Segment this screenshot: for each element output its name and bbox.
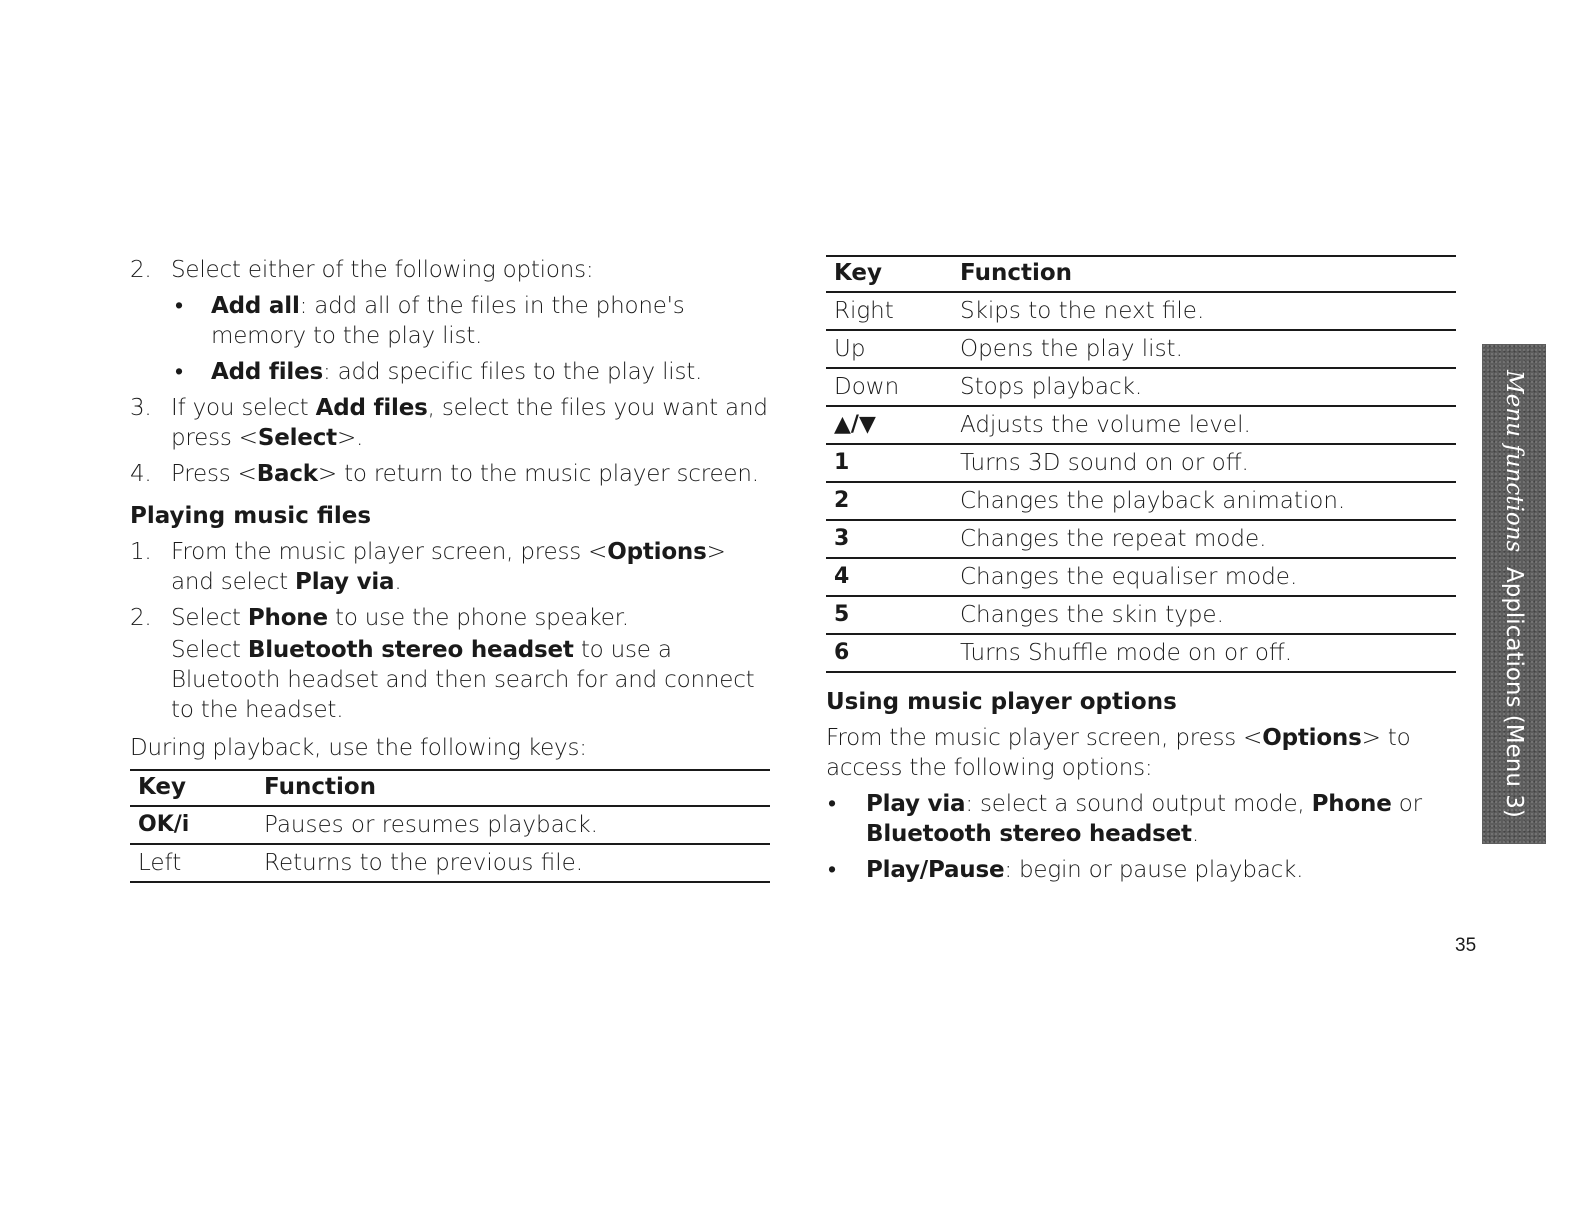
- right-column: [826, 255, 1456, 891]
- key-cell: Left: [130, 844, 256, 882]
- playback-keys-table-continued: [826, 255, 1456, 673]
- option-play-via: • Play via: select a sound output mode, Phone or Bluetooth stereo headset.: [828, 791, 1422, 847]
- table-row: [826, 520, 1456, 558]
- table-row: [826, 596, 1456, 634]
- play-step-2-continuation: Select Bluetooth stereo headset to use a Bluetooth headset and then search for and connect to the headset.: [171, 637, 755, 723]
- key-cell: Up: [826, 330, 952, 368]
- option-add-files: • Add files: add specific files to the play list.: [175, 359, 703, 385]
- table-row: [826, 406, 1456, 444]
- key-cell: 3: [826, 520, 952, 558]
- key-cell: Right: [826, 292, 952, 330]
- playback-keys-intro: During playback, use the following keys:: [130, 735, 587, 761]
- header-function: Function: [952, 256, 1456, 292]
- chapter-tab-label: Menu functions Applications (Menu 3): [1501, 370, 1527, 818]
- section-heading-options: Using music player options: [826, 689, 1177, 715]
- key-cell: ▲/▼: [826, 406, 952, 444]
- table-row: [130, 844, 770, 882]
- function-cell: Changes the equaliser mode.: [952, 558, 1456, 596]
- left-column: [130, 255, 770, 883]
- key-cell: 4: [826, 558, 952, 596]
- function-cell: Changes the skin type.: [952, 596, 1456, 634]
- table-row: [826, 368, 1456, 406]
- key-cell: Down: [826, 368, 952, 406]
- table-row: [826, 558, 1456, 596]
- header-function: Function: [256, 770, 770, 806]
- chapter-tab: [1482, 344, 1546, 844]
- function-cell: Stops playback.: [952, 368, 1456, 406]
- header-key: Key: [130, 770, 256, 806]
- play-step-1: 1. From the music player screen, press <Options> and select Play via.: [130, 539, 726, 595]
- section-heading-playing: Playing music files: [130, 503, 372, 529]
- table-header: [826, 256, 1456, 292]
- table-row: [826, 330, 1456, 368]
- table-header: [130, 770, 770, 806]
- key-cell: OK/i: [130, 806, 256, 844]
- function-cell: Skips to the next file.: [952, 292, 1456, 330]
- table-row: [826, 444, 1456, 482]
- play-step-2: 2. Select Phone to use the phone speaker.: [130, 605, 629, 631]
- function-cell: Returns to the previous file.: [256, 844, 770, 882]
- key-cell: 6: [826, 634, 952, 672]
- table-row: [826, 482, 1456, 520]
- table-row: [130, 806, 770, 844]
- playback-keys-table: [130, 769, 770, 883]
- options-intro: From the music player screen, press <Options> to access the following options:: [826, 725, 1411, 781]
- function-cell: Turns Shuffle mode on or off.: [952, 634, 1456, 672]
- function-cell: Pauses or resumes playback.: [256, 806, 770, 844]
- table-row: [826, 292, 1456, 330]
- page-number: 35: [1455, 935, 1477, 956]
- step-2: 2. Select either of the following options:: [130, 257, 594, 283]
- option-play-pause: • Play/Pause: begin or pause playback.: [828, 857, 1304, 883]
- header-key: Key: [826, 256, 952, 292]
- function-cell: Turns 3D sound on or off.: [952, 444, 1456, 482]
- step-4: 4. Press <Back> to return to the music player screen.: [130, 461, 759, 487]
- function-cell: Adjusts the volume level.: [952, 406, 1456, 444]
- function-cell: Changes the repeat mode.: [952, 520, 1456, 558]
- key-cell: 2: [826, 482, 952, 520]
- key-cell: 5: [826, 596, 952, 634]
- function-cell: Opens the play list.: [952, 330, 1456, 368]
- table-row: [826, 634, 1456, 672]
- function-cell: Changes the playback animation.: [952, 482, 1456, 520]
- option-add-all: • Add all: add all of the files in the phone's memory to the play list.: [175, 293, 685, 349]
- step-3: 3. If you select Add files, select the files you want and press <Select>.: [130, 395, 768, 451]
- key-cell: 1: [826, 444, 952, 482]
